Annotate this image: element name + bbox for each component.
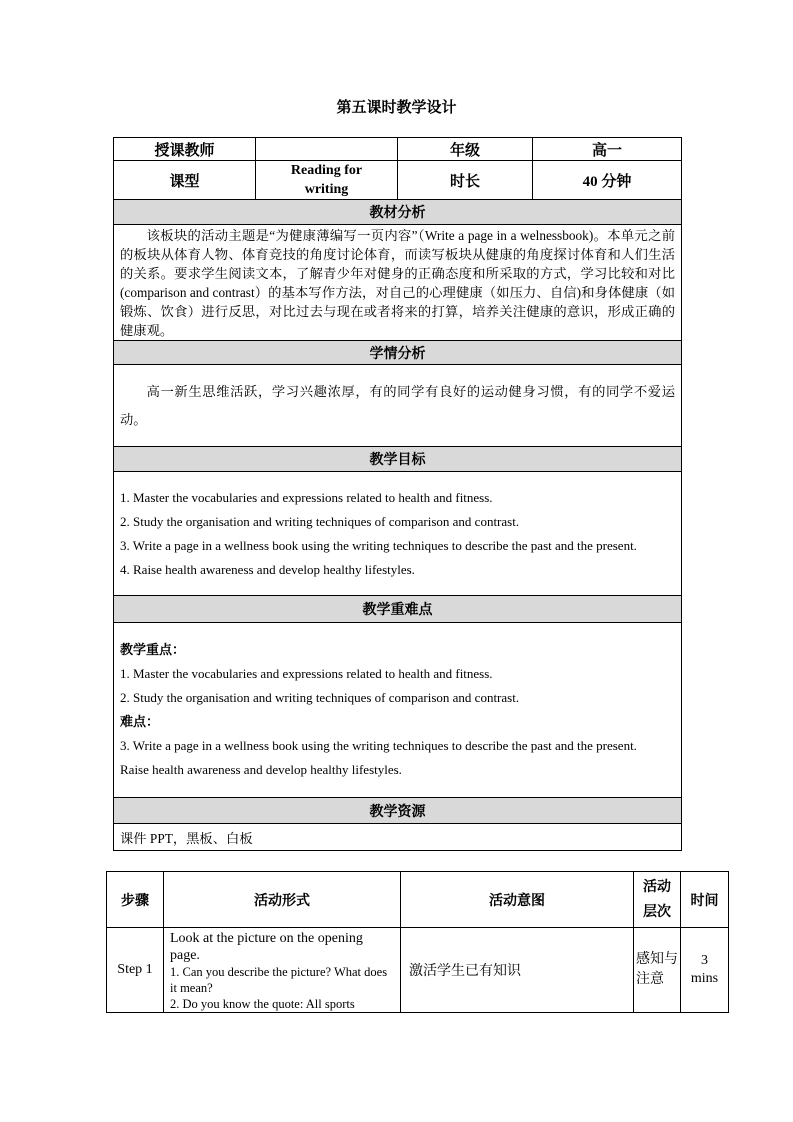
students-text: 高一新生思维活跃，学习兴趣浓厚，有的同学有良好的运动健身习惯，有的同学不爱运动。: [120, 383, 675, 427]
teacher-label: 授课教师: [114, 138, 256, 161]
time-value: 3: [701, 953, 708, 968]
material-text: 该板块的活动主题是“为健康薄编写一页内容”（Write a page in a welnessbook)。本单元之前的板块从体育人物、体育竞技的角度讨论体育，而读写板块从健康的角度探讨体育和人们生活的关系。要求学生阅读文本，了解青少年对健身的正确态度和所采取的方式，学习比较和对比(comparison and contrast）的基本写作方法，对自己的心理健康（如压力、自信)和身体健康（如锻炼、饮食）进行反思，对比过去与现在或者将来的打算，培养关注健康的意识，形成正确的健康观。: [120, 228, 675, 338]
difficulty-label: 难点：: [120, 714, 160, 729]
objective-item: 2. Study the organisation and writing techniques of comparison and contrast.: [120, 513, 520, 529]
resources-header: 教学资源: [114, 798, 682, 824]
resources-text: 课件 PPT，黑板、白板: [120, 830, 253, 846]
type-value-line-1: Reading for: [290, 163, 363, 178]
objective-item: 4. Raise health awareness and develop healthy lifestyles.: [120, 561, 415, 577]
form-line: 2. Do you know the quote: All sports: [170, 997, 355, 1011]
difficulty-item: Raise health awareness and develop healthy lifestyles.: [120, 762, 402, 777]
type-label: 课型: [114, 161, 256, 200]
key-points-cell: [114, 623, 682, 798]
step-cell: Step 1: [107, 928, 164, 1013]
level-cell: 感知与注意: [634, 928, 681, 1013]
form-cell: [164, 928, 401, 1013]
material-header: 教材分析: [114, 200, 682, 225]
resources-cell: [114, 824, 682, 851]
page-title: 第五课时教学设计: [336, 100, 457, 116]
intent-header: 活动意图: [401, 872, 634, 928]
time-unit: mins: [690, 971, 719, 986]
steps-table: [106, 871, 729, 1013]
focus-item: 2. Study the organisation and writing techniques of comparison and contrast.: [120, 690, 520, 705]
grade-value: 高一: [533, 138, 682, 161]
duration-label: 时长: [398, 161, 533, 200]
type-value-line-2: writing: [304, 182, 349, 197]
level-header: [634, 872, 681, 928]
duration-value: 40 分钟: [533, 161, 682, 200]
type-value: [256, 161, 398, 200]
students-header: 学情分析: [114, 341, 682, 365]
level-header-line-2: 层次: [643, 904, 671, 920]
form-line: 1. Can you describe the picture? What does it mean?: [170, 965, 388, 995]
focus-item: 1. Master the vocabularies and expressions related to health and fitness.: [120, 666, 493, 681]
grade-label: 年级: [398, 138, 533, 161]
form-line: Look at the picture on the opening page.: [170, 931, 363, 963]
level-header-line-1: 活动: [643, 879, 671, 895]
objectives-header: 教学目标: [114, 447, 682, 472]
lesson-info-table: [113, 137, 682, 851]
teacher-value: [256, 138, 398, 161]
objectives-cell: [114, 472, 682, 596]
objective-item: 3. Write a page in a wellness book using the writing techniques to describe the past and the present.: [120, 537, 637, 553]
intent-cell: 激活学生已有知识: [401, 928, 634, 1013]
material-cell: [114, 225, 682, 341]
step-header: 步骤: [107, 872, 164, 928]
form-header: 活动形式: [164, 872, 401, 928]
focus-label: 教学重点：: [120, 642, 186, 657]
key-points-header: 教学重难点: [114, 596, 682, 623]
students-cell: [114, 365, 682, 447]
time-cell: [681, 928, 729, 1013]
objective-item: 1. Master the vocabularies and expressions related to health and fitness.: [120, 489, 493, 505]
time-header: 时间: [681, 872, 729, 928]
difficulty-item: 3. Write a page in a wellness book using the writing techniques to describe the past and the present.: [120, 738, 637, 753]
